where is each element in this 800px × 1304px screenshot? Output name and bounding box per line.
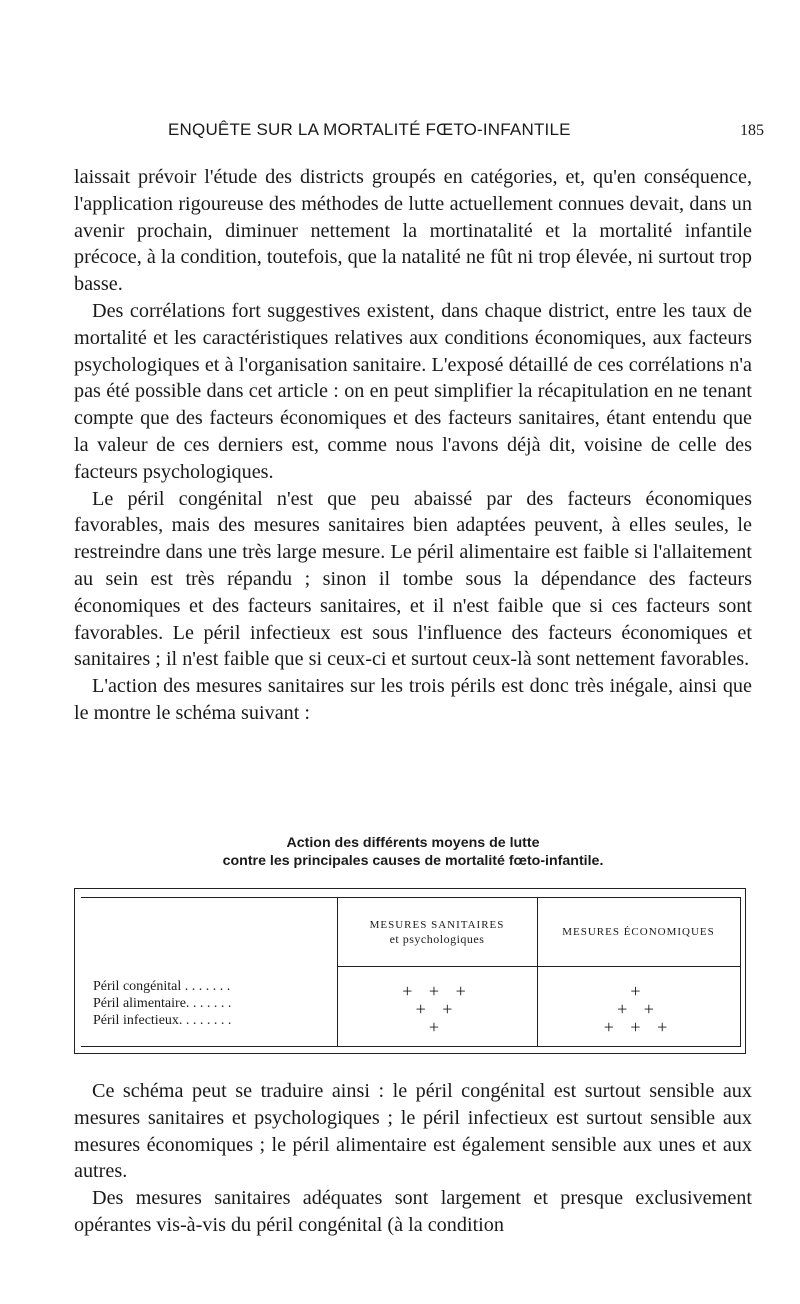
page-number: 185	[740, 122, 764, 139]
table-caption	[74, 834, 752, 870]
paragraph: Ce schéma peut se traduire ainsi : le péril congénital est surtout sensible aux mesures sanitaires et psychologiques ; le péril infectieux est surtout sensible aux mesures économiques ; le péril alimentaire est également sensible aux unes et aux autres.	[74, 1080, 752, 1183]
column-header-text: MESURES SANITAIRES	[369, 919, 505, 931]
paragraph: Des corrélations fort suggestives existent, dans chaque district, entre les taux de mortalité et les caractéristiques relatives aux conditions économiques, aux facteurs psychologiques et à l'organisation sanitaire. L'exposé détaillé de ces corrélations n'a pas été possible dans cet article : on en peut simplifier la récapitulation en ne tenant compte que des facteurs économiques et des facteurs sanitaires, étant entendu que la valeur de ces derniers est, comme nous l'avons déjà dit, voisine de celle des facteurs psychologiques.	[74, 299, 752, 483]
body-text-before-table	[74, 164, 752, 727]
marks-economic: + + + + + +	[603, 981, 674, 1037]
column-header-text: et psychologiques	[389, 932, 485, 946]
schema-table	[74, 888, 746, 1054]
caption-line: Action des différents moyens de lutte	[286, 835, 540, 851]
running-title: ENQUÊTE SUR LA MORTALITÉ FŒTO-INFANTILE	[168, 120, 571, 139]
column-header-sanitary	[337, 918, 537, 946]
paragraph: Des mesures sanitaires adéquates sont largement et presque exclusivement opérantes vis-à-vis du péril congénital (à la condition	[74, 1187, 752, 1236]
row-labels: Péril congénital . . . . . . . Péril alimentaire. . . . . . . Péril infectieux. . . . . . . .	[93, 979, 232, 1028]
paragraph: L'action des mesures sanitaires sur les trois périls est donc très inégale, ainsi que le montre le schéma suivant :	[74, 675, 752, 724]
running-header	[168, 120, 768, 148]
paragraph: laissait prévoir l'étude des districts groupés en catégories, et, qu'en conséquence, l'application rigoureuse des méthodes de lutte actuellement connues devait, dans un avenir prochain, diminuer nettement la mortinatalité et la mortalité infantile précoce, à la condition, toutefois, que la natalité ne fût ni trop élevée, ni surtout trop basse.	[74, 166, 752, 296]
marks-sanitary: + + + + + +	[402, 981, 472, 1037]
header-rule	[337, 966, 740, 967]
table-body	[81, 897, 741, 1047]
body-text-after-table	[74, 1078, 752, 1239]
column-header-economic: MESURES ÉCONOMIQUES	[562, 926, 715, 938]
paragraph: Le péril congénital n'est que peu abaissé par des facteurs économiques favorables, mais des mesures sanitaires bien adaptées peuvent, à elles seules, le restreindre dans une très large mesure. Le péril alimentaire est faible si l'allaitement au sein est très répandu ; sinon il tombe sous la dépendance des facteurs économiques et des facteurs sanitaires, et il n'est faible que si ces facteurs sont favorables. Le péril infectieux est sous l'influence des facteurs économiques et sanitaires ; il n'est faible que si ceux-ci et surtout ceux-là sont nettement favorables.	[74, 487, 752, 671]
caption-line: contre les principales causes de mortalité fœto-infantile.	[222, 853, 604, 869]
